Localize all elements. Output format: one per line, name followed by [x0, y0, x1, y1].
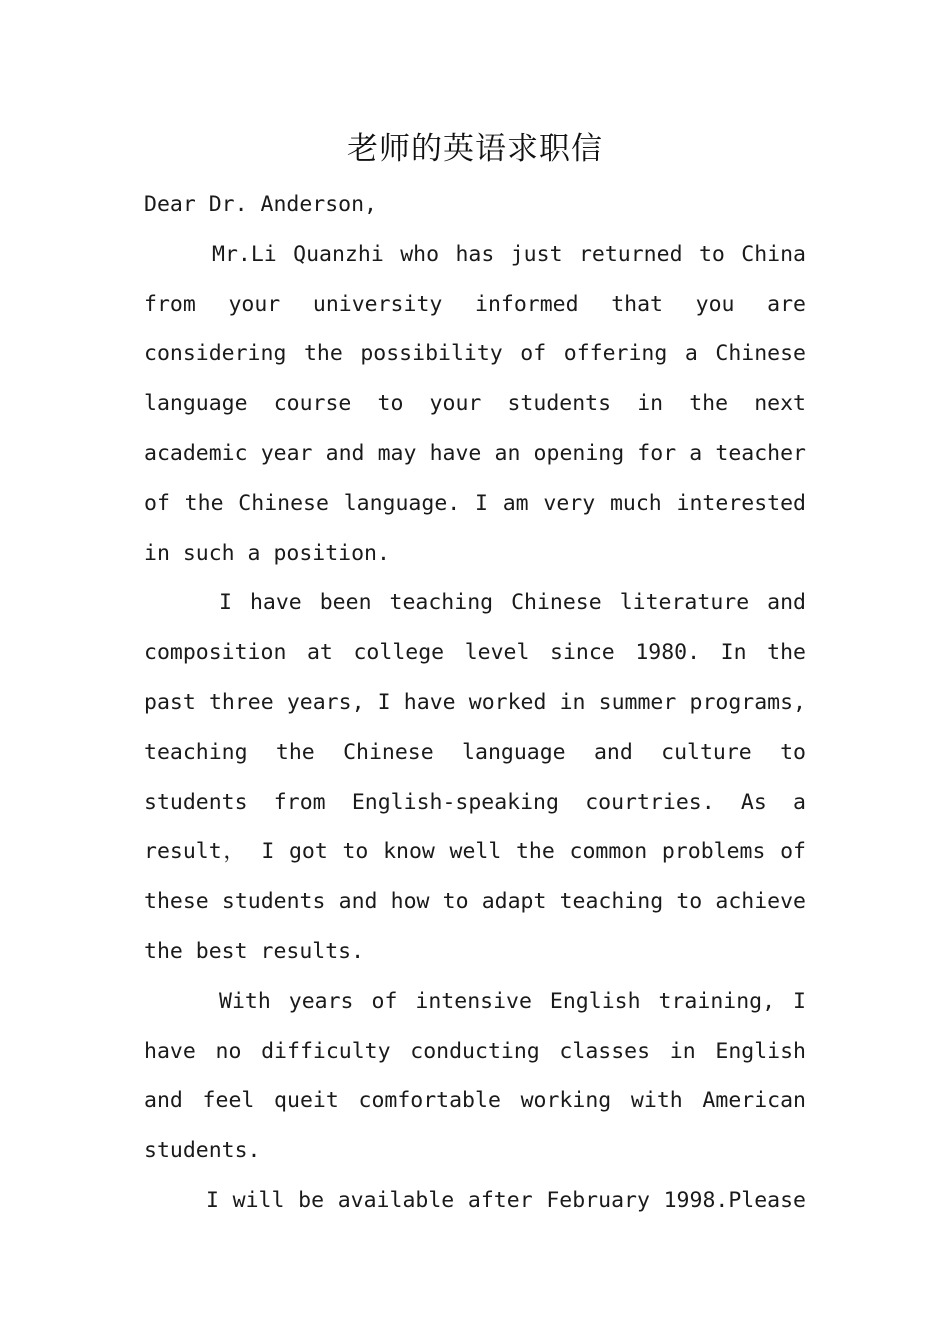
letter-body: [144, 180, 806, 1226]
letter-paragraph: With years of intensive English training, I have no difficulty conducting classes in English and feel queit comfortable working with American students.: [144, 988, 806, 1164]
letter-paragraph: I will be available after February 1998.Please: [206, 1187, 806, 1213]
document-title: 老师的英语求职信: [347, 131, 603, 167]
letter-paragraph: Mr.Li Quanzhi who has just returned to China from your university informed that you are considering the possibility of offering a Chinese language course to your students in the next academic year and may have an opening for a teacher of the Chinese language. I am very much interested in such a position.: [144, 241, 806, 566]
letter-greeting: Dear Dr. Anderson,: [144, 192, 377, 217]
letter-paragraph: I have been teaching Chinese literature and composition at college level since 1980. In the past three years, I have worked in summer programs, teaching the Chinese language and culture to students from English-speaking courtries. As a result， I got to know well the common problems of these students and how to adapt teaching to achieve the best results.: [144, 590, 806, 964]
